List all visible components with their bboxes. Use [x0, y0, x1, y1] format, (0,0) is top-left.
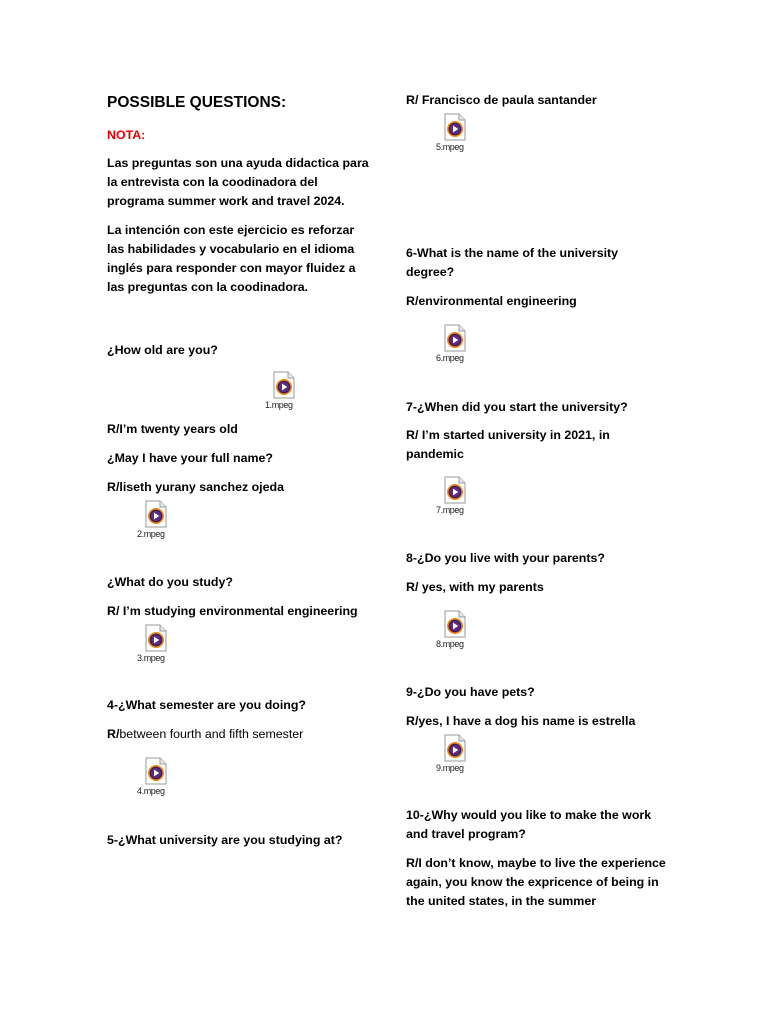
media-file-icon	[444, 113, 466, 141]
media-file-icon	[444, 476, 466, 504]
question-6: 6-What is the name of the university degree?	[406, 246, 619, 279]
question-8: 8-¿Do you live with your parents?	[406, 551, 605, 565]
media-file-icon	[145, 757, 167, 785]
question-3: ¿What do you study?	[107, 575, 233, 589]
media-file-icon	[444, 324, 466, 352]
media-filename: 7.mpeg	[436, 505, 464, 515]
question-7: 7-¿When did you start the university?	[406, 400, 628, 414]
media-attachment-2[interactable]	[137, 500, 205, 544]
media-attachment-7[interactable]	[436, 476, 504, 520]
answer-4-prefix: R/	[107, 727, 120, 741]
page-title: POSSIBLE QUESTIONS:	[107, 94, 287, 111]
answer-10: R/I don’t know, maybe to live the experience again, you know the expricence of being in the united states, in the summer	[406, 856, 666, 908]
question-2: ¿May I have your full name?	[107, 451, 273, 465]
media-attachment-1[interactable]	[265, 371, 333, 415]
media-attachment-4[interactable]	[137, 757, 205, 801]
answer-2: R/liseth yurany sanchez ojeda	[107, 480, 284, 494]
media-attachment-6[interactable]	[436, 324, 504, 368]
media-filename: 1.mpeg	[265, 400, 293, 410]
answer-4	[107, 725, 372, 744]
media-filename: 5.mpeg	[436, 142, 464, 152]
answer-8: R/ yes, with my parents	[406, 580, 544, 594]
answer-3: R/ I’m studying environmental engineering	[107, 604, 358, 618]
answer-1: R/I’m twenty years old	[107, 422, 238, 436]
media-file-icon	[444, 734, 466, 762]
media-attachment-3[interactable]	[137, 624, 205, 668]
answer-5: R/ Francisco de paula santander	[406, 93, 597, 107]
media-filename: 9.mpeg	[436, 763, 464, 773]
media-file-icon	[273, 371, 295, 399]
media-filename: 2.mpeg	[137, 529, 165, 539]
question-9: 9-¿Do you have pets?	[406, 685, 535, 699]
question-10: 10-¿Why would you like to make the work and travel program?	[406, 808, 652, 841]
intro-paragraph-1: Las preguntas son una ayuda didactica para la entrevista con la coodinadora del programa summer work and travel 2024.	[107, 156, 369, 208]
media-file-icon	[145, 500, 167, 528]
media-file-icon	[145, 624, 167, 652]
media-attachment-9[interactable]	[436, 734, 504, 778]
intro-paragraph-2: La intención con este ejercicio es reforzar las habilidades y vocabulario en el idioma inglés para responder con mayor fluidez a las preguntas con la coodinadora.	[107, 223, 356, 294]
question-1: ¿How old are you?	[107, 343, 218, 357]
answer-4-text: between fourth and fifth semester	[119, 727, 304, 741]
media-attachment-5[interactable]	[436, 113, 504, 157]
media-filename: 8.mpeg	[436, 639, 464, 649]
media-filename: 3.mpeg	[137, 653, 165, 663]
question-5: 5-¿What university are you studying at?	[107, 833, 343, 847]
media-attachment-8[interactable]	[436, 610, 504, 654]
nota-label: NOTA:	[107, 128, 146, 142]
answer-7: R/ I’m started university in 2021, in pandemic	[406, 428, 610, 461]
answer-9: R/yes, I have a dog his name is estrella	[406, 714, 636, 728]
media-filename: 6.mpeg	[436, 353, 464, 363]
answer-6: R/environmental engineering	[406, 294, 577, 308]
media-filename: 4.mpeg	[137, 786, 165, 796]
media-file-icon	[444, 610, 466, 638]
question-4: 4-¿What semester are you doing?	[107, 698, 306, 712]
